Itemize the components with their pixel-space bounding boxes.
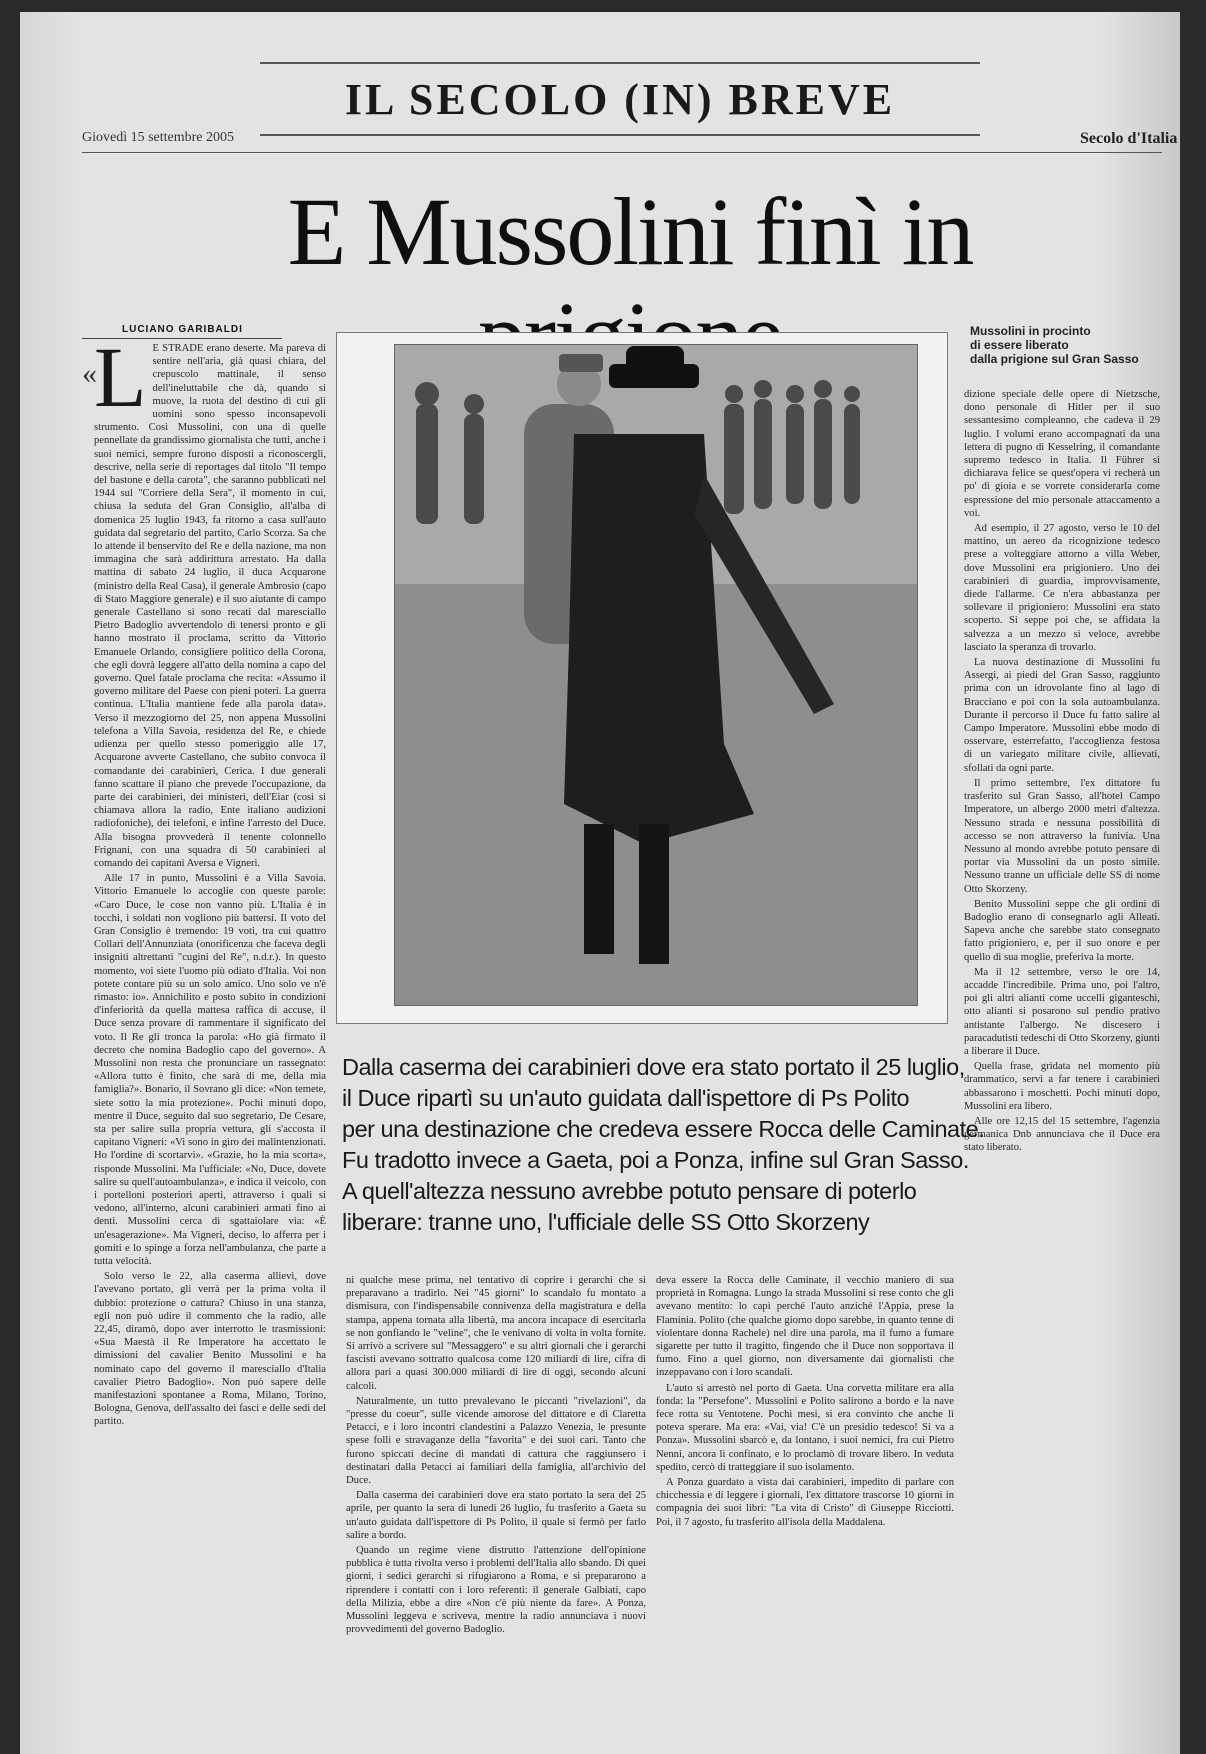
paragraph: Dalla caserma dei carabinieri dove era stato portato la sera del 25 aprile, per quanto la sera di lunedì 26 luglio, fu trasferito a Gaeta su un'auto guidata dall'ispettore di Ps Polito, il quale si fermò per farlo salire a bordo. <box>346 1490 646 1541</box>
paragraph: deva essere la Rocca delle Caminate, il vecchio maniero di sua proprietà in Romagna. Lungo la strada Mussolini si rese conto che gli avevano mentito: lo capì perché l'auto anziché l'Appia, prese la Flaminia. Polito (che qualche giorno dopo sarebbe, in quanto tenne di violentare donna Rachele) nel dire una parola, ma il fumo a fumare sigarette per tutto il tragitto, fingendo che il Duce non sopportava il fumo. Fino a quel giorno, non diversamente dai giornalisti che inzeppavano con i loro scandali. <box>656 1275 954 1379</box>
headline: E Mussolini finì in <box>287 178 973 285</box>
standfirst-line: A quell'altezza nessuno avrebbe potuto pensare di poterlo <box>342 1178 917 1204</box>
paragraph: La nuova destinazione di Mussolini fu Assergi, ai piedi del Gran Sasso, raggiunto prima con un idrovolante fino al lago di Bracciano e poi con la sola autoambulanza. Durante il percorso il Duce fu fatto salire al Campo Imperatore. Mussolini ebbe modo di osservare, esterrefatto, l'accoglienza festosa di un variegato militare civile, allievati, sfollati da ogni parte. <box>964 657 1160 774</box>
standfirst-line: Fu tradotto invece a Gaeta, poi a Ponza, infine sul Gran Sasso. <box>342 1147 969 1173</box>
paragraph: Benito Mussolini seppe che gli ordini di Badoglio erano di consegnarlo agli Alleati. Sapeva anche che sarebbe stato consegnato fatto prigioniero, e, per il suo onore e per quello di sua moglie, preferiva la morte. <box>964 898 1160 963</box>
paragraph: Ad esempio, il 27 agosto, verso le 10 del mattino, un aereo da ricognizione tedesco prese a volteggiare attorno a villa Weber, dove Mussolini era prigioniero. Uno dei carabinieri di guardia, improvvisamente, diede l'allarme. Ce n'era abbastanza per sollevare il prigioniero: Mussolini era stato scoperto. Si seppe poi che, se affidata la salvezza a un mezzo sì veloce, avrebbe lasciato la speranza di trovarlo. <box>964 523 1160 653</box>
paragraph: Naturalmente, un tutto prevalevano le piccanti "rivelazioni", da "presse du coeur", sulle vicende amorose del dittatore e di Claretta Petacci, e i loro incontri clandestini a Palazzo Venezia, le presunte spese folli e stravaganze della "favorita" e dei suoi cari. Tanto che furono spiccati decine di mandati di cattura che raggiunsero i destinatari dalla Petacci ai familiari della famiglia, all'archivio del Duce. <box>346 1395 646 1487</box>
photo <box>394 344 918 1006</box>
dateline: Giovedì 15 settembre 2005 <box>82 130 235 145</box>
standfirst <box>342 1052 985 1238</box>
section-title: IL SECOLO (IN) BREVE <box>344 74 896 124</box>
paragraph: ni qualche mese prima, nel tentativo di coprire i gerarchi che si preparavano a tradirlo. Nei "45 giorni" lo scandalo fu montato a dismisura, con l'indispensabile connivenza della magistratura e della stampa, appena tornata alla libertà, ma ancora incapace di esercitarla se non gonfiando le "veline", che le venivano di volta in volta fornite. Si arrivò a scrivere sul "Messaggero" e su altri giornali che i gerarchi fascisti avevano sottratto qualcosa come 120 miliardi di lire, cifra di allora pari a quasi 300.000 miliardi di lire di oggi, secondo alcuni calcoli. <box>346 1275 646 1392</box>
newspaper-page <box>20 12 1180 1754</box>
article-column-4 <box>964 388 1160 1748</box>
byline: LUCIANO GARIBALDI <box>122 324 243 335</box>
paragraph: Alle 17 in punto, Mussolini è a Villa Savoia. Vittorio Emanuele lo accoglie con queste parole: «Caro Duce, le cose non vanno più. L'Italia è in tocchi, i soldati non vogliono più battersi. Il voto del Gran Consiglio è tremendo: 19 voti, tra cui quattro Collari dell'Annunziata (onorificenza che faceva degli insigniti altrettanti "cugini del Re", n.d.r.). In questo momento, voi siete l'uomo più odiato d'Italia. Voi non potete contare più su un solo amico. Uno solo ve n'è rimasto: io». Annichilito e posto subito in condizioni d'inferiorità da quella mattesa raffica di accuse, il Duce senza provare di rammentare il significato del voto. Il Re gli tronca la parola: «Ho già firmato il decreto che nomina Badoglio capo del governo». A Mussolini non resta che pronunciare un rassegnato: «Allora tutto è finito, che sarà di me, della mia famiglia?». Bonario, il Sovrano gli dice: «Non temete, siete sotto la mia protezione». Pochi minuti dopo, mentre il Duce, seguito dal suo segretario, De Cesare, sta per salire sulla propria vettura, gli s'accosta il capitano Vigneri: «Vi sono in giro dei malintenzionati. Ho l'ordine di scortarvi». «Grazie, ho la mia scorta», risponde Mussolini. Ma l'ufficiale: «No, Duce, dovete salire su quell'autoambulanza», e indica il veicolo, con i portelloni posteriori aperti, attraverso i quali si vedono, all'interno, alcuni carabinieri armati fino ai denti. Mussolini cerca di sgattaiolare via: «È un'esagerazione». Ma Vigneri, deciso, lo afferra per i gomiti e lo spinge a forza nell'ambulanza, che parte a tutta velocità. <box>94 873 326 1268</box>
caption-line: di essere liberato <box>970 338 1069 352</box>
paragraph: Il primo settembre, l'ex dittatore fu trasferito sul Gran Sasso, all'hotel Campo Imperatore, un albergo 2000 metri d'altezza. Nessuno strada e nessuna possibilità di accesso se non attraverso la funivia. Una Nessuno al mondo avrebbe potuto pensare di portar via Mussolini da un posto simile. Nessuno tranne un ufficiale delle SS di nome Otto Skorzeny. <box>964 777 1160 895</box>
paragraph: Quando un regime viene distrutto l'attenzione dell'opinione pubblica è tutta rivolta verso i problemi dell'Italia allo sbando. Di quei giorni, i sedici gerarchi si rifugiarono a Roma, e si prepararono a riprendere i contatti con i loro referenti: il generale Galbiati, capo della Milizia, ebbe a dire «Non c'è più niente da fare». A Ponza, Mussolini leggeva e scriveva, mentre la radio annunciava i nuovi provvedimenti del governo Badoglio. <box>346 1545 646 1636</box>
drop-cap: L <box>94 342 147 425</box>
article-column-3 <box>656 1274 954 1744</box>
paragraph: E STRADE erano deserte. Ma pareva di sentire nell'aria, già quasi chiara, del crepuscolo mattinale, il senso dell'ineluttabile che dà, quando si muove, la ruota del destino di cui gli uomini sono spesso inconsapevoli strumento. Così Mussolini, con una di quelle pennellate da grandissimo giornalista che tutti, anche i suoi nemici, sempre furono disposti a riconoscergli, descrive, nella serie di reportages dal titolo "Il tempo del bastone e della carota", che saranno pubblicati nel 1944 sul "Corriere della Sera", il momento in cui, chiusa la seduta del Gran Consiglio, all'alba di domenica 25 luglio 1943, fa ritorno a casa sull'auto guidata dal segretario del partito, Carlo Scorza. Sa che lo attende il benservito del Re e della nazione, ma non immagina che sarà addirittura arrestato. Ha dalla mattina di sabato 24 luglio, il duca Acquarone (ministro della Real Casa), il generale Ambrosio (capo di Stato Maggiore generale) e il suo aiutante di campo generale Castellano si sono recati dal maresciallo Pietro Badoglio avvertendolo di tenersi pronto e gli hanno mostrato il proclama, scritto da Vittorio Emanuele Orlando, consigliere politico della Corona, che egli dovrà leggere all'atto della nomina a capo del governo. Quel fatale proclama che recita: «Assumo il governo militare del Paese con pieni poteri. La guerra continua. L'Italia mantiene fede alla parola data». Verso il mezzogiorno del 25, non appena Mussolini telefona a Villa Savoia, residenza del Re, e chiede udienza per quello stesso pomeriggio alle 17, Acquarone avverte Castellano, che subito convoca il comandante dei carabinieri, Cerica. I due generali fanno scattare il piano che prevede l'occupazione, da parte dei carabinieri, dei ministeri, dell'Eiar (così si chiamava allora la radio, Ente italiano audizioni radiofoniche), dei telefoni, e infine l'arresto del Duce. Alla bisogna provvederà il tenente colonnello Frignani, con una squadra di 50 carabinieri al comando dei capitani Aversa e Vigneri. <box>94 343 326 869</box>
paragraph: A Ponza guardato a vista dai carabinieri, impedito di parlare con chicchessia e di leggere i giornali, l'ex dittatore trascorse 10 giorni in compagnia dei suoi libri: "La vita di Cristo" di Giuseppe Ricciotti. Poi, il 7 agosto, fu trasferito all'isola della Maddalena. <box>656 1477 954 1528</box>
standfirst-line: il Duce ripartì su un'auto guidata dall'ispettore di Ps Polito <box>342 1085 910 1111</box>
byline-rule <box>82 338 282 339</box>
photo-caption <box>970 324 1160 366</box>
paragraph: Alle ore 12,15 del 15 settembre, l'agenzia germanica Dnb annunciava che il Duce era stato liberato. <box>964 1115 1160 1154</box>
paragraph: L'auto si arrestò nel porto di Gaeta. Una corvetta militare era alla fonda: la "Persefone". Mussolini e Polito salirono a bordo e la nave fece rotta su Ventotene. Pochi mesi, si era convinto che anche lì poteva sperare. Ma era: «Vai, via! C'è un presidio tedesco! Si va a Ponza». Mussolini sbarcò e, da lontano, i suoi nemici, fra cui Pietro Nenni, ancora lì confinato, e lo proclamò di trovare libero. In veduta spedito, cercò di tratteggiare il suo isolamento. <box>656 1382 954 1473</box>
paragraph: dizione speciale delle opere di Nietzsche, dono personale di Hitler per il suo sessantesimo compleanno, che cadeva il 29 luglio. I volumi erano accompagnati da una lettera di pugno di Kesselring, il comandante supremo tedesco in Italia. Il Führer si dichiarava felice se quest'opera vi recherà un po' di gioia e se vorrete considerarla come espressione del mio personale attaccamento a voi. <box>964 389 1160 519</box>
standfirst-line: liberare: tranne uno, l'ufficiale delle SS Otto Skorzeny <box>342 1209 870 1235</box>
photo-illustration <box>394 344 918 1006</box>
newspaper-name: Secolo d'Italia <box>1080 130 1178 147</box>
header-rule <box>82 152 1162 153</box>
quote-mark: « <box>82 357 97 390</box>
section-banner <box>260 62 980 136</box>
standfirst-line: per una destinazione che credeva essere Rocca delle Caminate. <box>342 1116 985 1142</box>
paragraph: Ma il 12 settembre, verso le ore 14, accadde l'incredibile. Prima uno, poi l'altro, poi gli altri alianti come uccelli giganteschi, otto alianti si posarono sul pendio prativo antistante l'albergo. Ne discesero i paracadutisti tedeschi di Otto Skorzeny, giunti a liberare il Duce. <box>964 966 1160 1057</box>
caption-line: dalla prigione sul Gran Sasso <box>970 352 1139 366</box>
article-column-1 <box>94 342 326 1742</box>
article-column-2 <box>346 1274 646 1744</box>
caption-line: Mussolini in procinto <box>970 324 1091 338</box>
standfirst-line: Dalla caserma dei carabinieri dove era stato portato il 25 luglio, <box>342 1054 965 1080</box>
paragraph: Quella frase, gridata nel momento più drammatico, servì a far tenere i carabinieri abbassarono i moschetti. Pochi minuti dopo, Mussolini era libero. <box>964 1061 1160 1112</box>
paragraph: Solo verso le 22, alla caserma allievi, dove l'avevano portato, gli verrà per la prima volta il dubbio: protezione o cattura? Chiuso in una stanza, egli non può udire il commento che la radio, alle 22,45, diramò, dopo aver interrotto le trasmissioni: «Sua Maestà il Re Imperatore ha accettato le dimissioni del cavalier Benito Mussolini e ha nominato capo del governo il maresciallo d'Italia cavalier Pietro Badoglio». Non può sapere delle manifestazioni spontanee a Roma, Milano, Torino, Bologna, Genova, dell'assalto dei fasci e delle sedi del partito. <box>94 1271 326 1428</box>
